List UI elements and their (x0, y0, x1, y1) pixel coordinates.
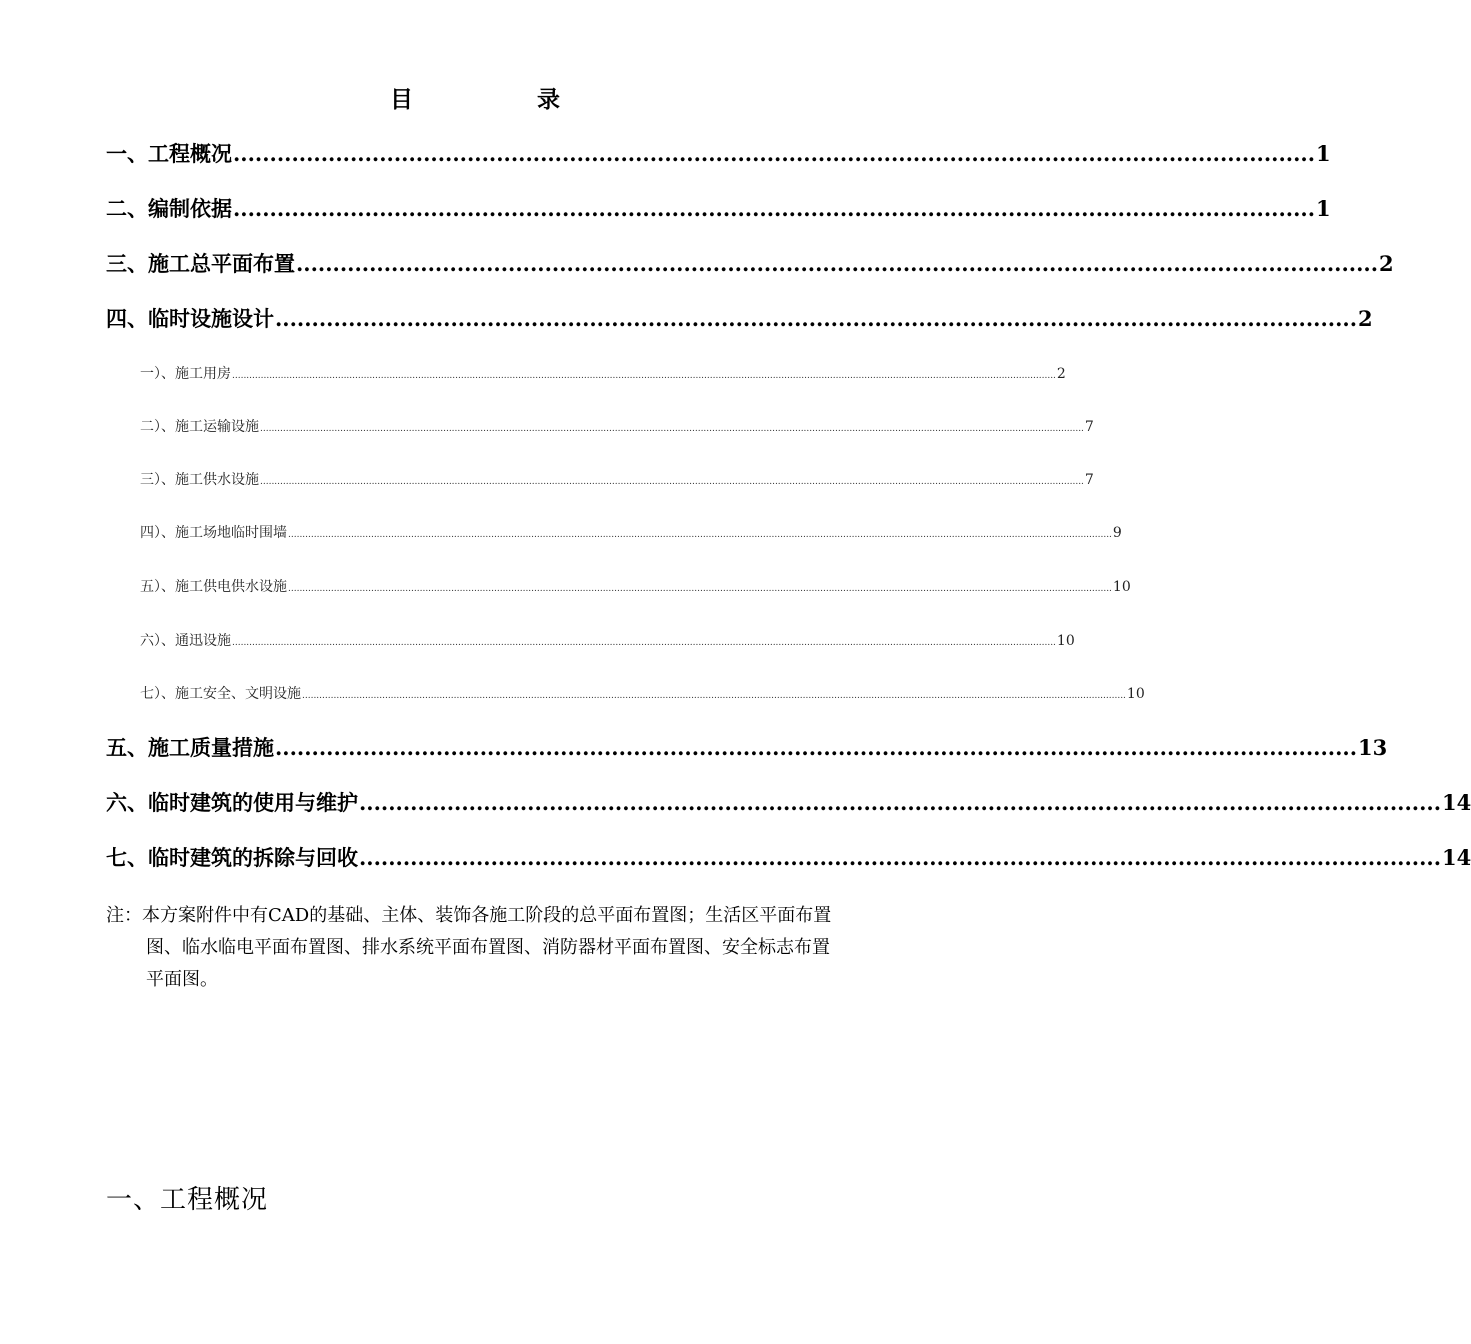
toc-leader-dots: ................................................................................................................................................................................................................................................................................................ (260, 424, 1084, 434)
toc-subentry-page: 9 (1112, 525, 1122, 541)
toc-entry[interactable] (106, 304, 1373, 334)
toc-subentry-page: 10 (1126, 686, 1145, 702)
toc-subentry-page: 2 (1056, 366, 1066, 382)
toc-leader-dots: ................................................................................................................................................................................................................................................................................................ (260, 477, 1084, 487)
toc-subentry[interactable] (140, 470, 1094, 492)
toc-leader-dots: .................................................................................................................................................... (275, 306, 1358, 331)
toc-subentry-page: 7 (1084, 472, 1094, 488)
toc-note: 注：本方案附件中有CAD的基础、主体、装饰各施工阶段的总平面布置图；生活区平面布置图、临水临电平面布置图、排水系统平面布置图、消防器材平面布置图、安全标志布置平面图。 (106, 905, 832, 990)
toc-subentry-label: 一）、施工用房 (140, 366, 231, 382)
toc-leader-dots: ................................................................................................................................................................................................................................................................................................ (288, 584, 1112, 594)
toc-leader-dots: .................................................................................................................................................... (359, 790, 1442, 815)
toc-subentry-label: 七）、施工安全、文明设施 (140, 686, 301, 702)
toc-subentry[interactable] (140, 684, 1145, 706)
toc-subentry-label: 三）、施工供水设施 (140, 472, 259, 488)
toc-entry-label: 六、临时建筑的使用与维护 (106, 790, 358, 815)
toc-entry-label: 一、工程概况 (106, 141, 232, 166)
toc-entry[interactable] (106, 194, 1331, 224)
toc-leader-dots: ................................................................................................................................................................................................................................................................................................ (232, 638, 1056, 648)
toc-subentry-label: 六）、通迅设施 (140, 633, 231, 649)
toc-entry-page: 2 (1358, 306, 1373, 331)
toc-entry-page: 14 (1442, 845, 1471, 870)
toc-entry[interactable] (106, 733, 1388, 763)
toc-subentry-page: 7 (1084, 419, 1094, 435)
toc-entry[interactable] (106, 139, 1331, 169)
toc-subentry-page: 10 (1112, 579, 1131, 595)
toc-title: 目 录 (389, 86, 618, 113)
toc-entry-page: 1 (1316, 196, 1331, 221)
toc-leader-dots: ................................................................................................................................................................................................................................................................................................ (302, 691, 1126, 701)
toc-subentry-label: 二）、施工运输设施 (140, 419, 259, 435)
toc-leader-dots: ................................................................................................................................................................................................................................................................................................ (232, 371, 1056, 381)
toc-leader-dots: .................................................................................................................................................... (233, 196, 1316, 221)
toc-entry-label: 五、施工质量措施 (106, 735, 274, 760)
toc-entry[interactable] (106, 788, 1471, 818)
toc-entry[interactable] (106, 249, 1394, 279)
toc-leader-dots: .................................................................................................................................................... (359, 845, 1442, 870)
toc-subentry[interactable] (140, 417, 1094, 439)
toc-entry-page: 1 (1316, 141, 1331, 166)
toc-subentry[interactable] (140, 364, 1066, 386)
toc-entry-label: 二、编制依据 (106, 196, 232, 221)
toc-leader-dots: .................................................................................................................................................... (296, 251, 1379, 276)
toc-subentry[interactable] (140, 631, 1075, 653)
section-heading: 一、工程概况 (106, 1185, 269, 1215)
toc-entry-page: 14 (1442, 790, 1471, 815)
toc-subentry-label: 五）、施工供电供水设施 (140, 579, 287, 595)
toc-entry[interactable] (106, 843, 1471, 873)
toc-subentry[interactable] (140, 577, 1131, 599)
toc-entry-label: 四、临时设施设计 (106, 306, 274, 331)
toc-leader-dots: .................................................................................................................................................... (233, 141, 1316, 166)
toc-subentry-label: 四）、施工场地临时围墙 (140, 525, 287, 541)
toc-subentry[interactable] (140, 523, 1122, 545)
toc-entry-label: 三、施工总平面布置 (106, 251, 295, 276)
toc-subentry-page: 10 (1056, 633, 1075, 649)
toc-entry-page: 13 (1358, 735, 1388, 760)
toc-entry-label: 七、临时建筑的拆除与回收 (106, 845, 358, 870)
toc-leader-dots: ................................................................................................................................................................................................................................................................................................ (288, 530, 1112, 540)
toc-entry-page: 2 (1379, 251, 1394, 276)
toc-leader-dots: .................................................................................................................................................... (275, 735, 1358, 760)
